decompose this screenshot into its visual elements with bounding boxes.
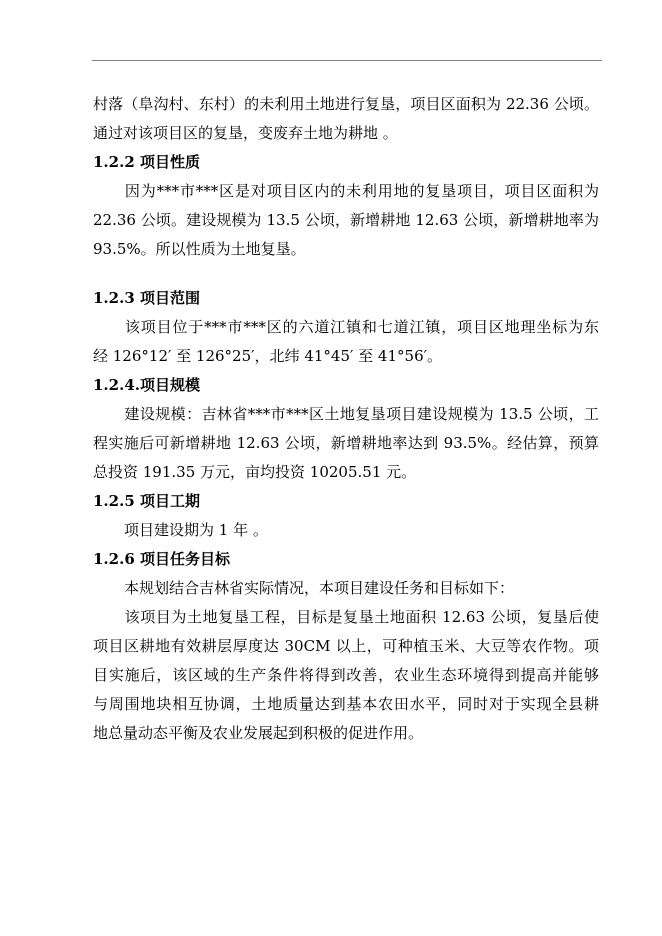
header-rule [92,60,602,61]
paragraph-gap [93,264,599,284]
section-heading-1-2-2: 1.2.2 项目性质 [93,153,200,171]
body-line: 93.5%。所以性质为土地复垦。 [93,240,306,258]
section-heading-1-2-6: 1.2.6 项目任务目标 [93,550,230,568]
body-line: 该项目为土地复垦工程，目标是复垦土地面积 12.63 公顷，复垦后使 [124,608,599,626]
body-line: 总投资 191.35 万元，亩均投资 10205.51 元。 [93,463,417,481]
body-line: 程实施后可新增耕地 12.63 公顷，新增耕地率达到 93.5%。经估算，预算 [93,434,599,452]
body-line: 项目建设期为 1 年 。 [124,521,268,539]
document-body [93,90,599,748]
body-line: 因为***市***区是对项目区内的未利用地的复垦项目，项目区面积为 [124,182,599,200]
body-line: 本规划结合吉林省实际情况，本项目建设任务和目标如下： [124,579,515,597]
body-line: 经 126°12′ 至 126°25′，北纬 41°45′ 至 41°56′。 [93,347,443,365]
section-heading-1-2-5: 1.2.5 项目工期 [93,492,200,510]
section-heading-1-2-4: 1.2.4.项目规模 [93,376,200,394]
body-line: 通过对该项目区的复垦，变废弃土地为耕地 。 [93,124,398,142]
body-line: 该项目位于***市***区的六道江镇和七道江镇，项目区地理坐标为东 [124,318,599,336]
body-line: 村落（阜沟村、东村）的未利用土地进行复垦，项目区面积为 22.36 公顷。 [93,95,599,113]
body-line: 与周围地块相互协调，土地质量达到基本农田水平，同时对于实现全县耕 [93,695,599,713]
body-line: 项目区耕地有效耕层厚度达 30CM 以上，可种植玉米、大豆等农作物。项 [93,637,599,655]
body-line: 建设规模：吉林省***市***区土地复垦项目建设规模为 13.5 公顷，工 [124,405,599,423]
body-line: 地总量动态平衡及农业发展起到积极的促进作用。 [93,724,424,742]
body-line: 目实施后，该区域的生产条件将得到改善，农业生态环境得到提高并能够 [93,666,599,684]
section-heading-1-2-3: 1.2.3 项目范围 [93,289,200,307]
body-line: 22.36 公顷。建设规模为 13.5 公顷，新增耕地 12.63 公顷，新增耕地率为 [93,211,599,229]
